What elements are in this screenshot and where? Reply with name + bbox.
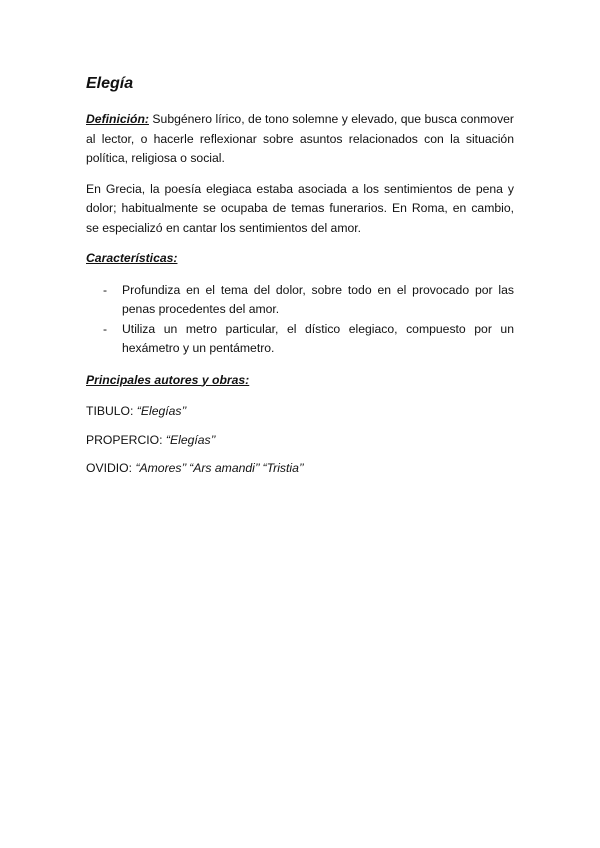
author-name: OVIDIO: xyxy=(86,461,133,475)
author-entry xyxy=(86,402,514,422)
bullet-dash: - xyxy=(103,282,108,297)
author-name: PROPERCIO: xyxy=(86,432,163,447)
document-title: Elegía xyxy=(86,75,134,92)
list-item xyxy=(86,320,514,359)
characteristics-heading: Características: xyxy=(86,251,178,265)
author-entry xyxy=(86,431,514,451)
author-entry xyxy=(86,459,514,479)
characteristics-list xyxy=(86,281,514,359)
list-item-text: Profundiza en el tema del dolor, sobre todo en el provocado por las penas procedentes del amor. xyxy=(122,282,514,316)
list-item xyxy=(86,281,514,320)
characteristics-heading-block xyxy=(86,249,514,269)
definition-text: Subgénero lírico, de tono solemne y elevado, que busca conmover al lector, o hacerle reflexionar sobre asuntos relacionados con la situación política, religiosa o social. xyxy=(86,112,514,165)
author-name: TIBULO: xyxy=(86,404,134,418)
definition-paragraph xyxy=(86,110,514,169)
bullet-dash: - xyxy=(103,321,108,336)
author-works: “Elegías’’ xyxy=(136,404,187,418)
author-works: “Elegías’’ xyxy=(165,432,216,447)
list-item-text: Utiliza un metro particular, el dístico elegiaco, compuesto por un hexámetro y un pentámetro. xyxy=(122,321,514,355)
document-page xyxy=(86,74,514,488)
authors-heading-block xyxy=(86,371,514,391)
definition-label: Definición: xyxy=(86,112,149,126)
author-works: “Amores’’ “Ars amandi’’ “Tristia’’ xyxy=(135,461,304,475)
authors-heading: Principales autores y obras: xyxy=(86,372,250,387)
history-paragraph: En Grecia, la poesía elegiaca estaba asociada a los sentimientos de pena y dolor; habitualmente se ocupaba de temas funerarios. En Roma, en cambio, se especializó en cantar los sentimientos del amor. xyxy=(86,181,514,235)
